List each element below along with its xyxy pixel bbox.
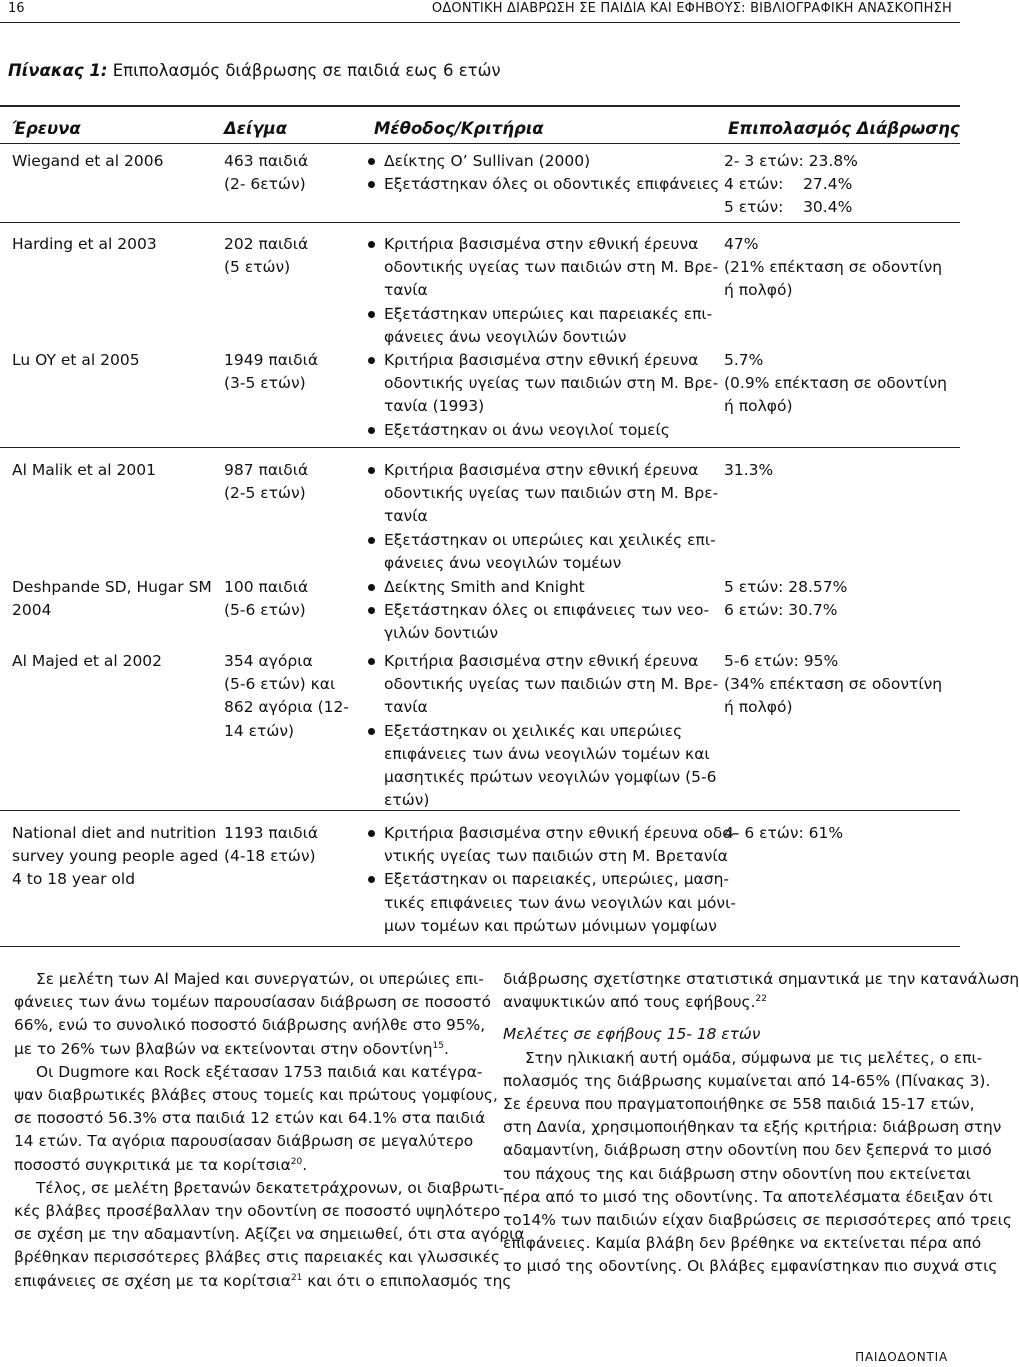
table-cell-study	[12, 349, 140, 372]
prevalence-line: ή πολφό)	[724, 698, 793, 717]
study-name-line: survey young people aged	[12, 847, 219, 866]
sample-line: 862 αγόρια (12-	[224, 698, 349, 717]
method-bullet: Κριτήρια βασισμένα στην εθνική έρευνα οδοντικής υγείας των παιδιών στη Μ. Βρε- τανία (1993)	[366, 349, 718, 419]
table-cell-method	[366, 349, 718, 442]
sample-line: 202 παιδιά	[224, 235, 309, 253]
table-cell-method	[366, 233, 718, 349]
table-cell-method	[366, 822, 737, 938]
table-cell-study	[12, 822, 218, 892]
body-text-line: Στην ηλικιακή αυτή ομάδα, σύμφωνα με τις μελέτες, ο επι-	[525, 1048, 983, 1067]
table-caption-text: Επιπολασμός διάβρωσης σε παιδιά εως 6 ετών	[112, 61, 501, 80]
reference-number: 20	[290, 1156, 303, 1167]
method-list	[366, 459, 718, 575]
table-cell-sample	[224, 150, 308, 196]
method-list	[366, 576, 709, 646]
study-name-line: Wiegand et al 2006	[12, 152, 164, 170]
body-text-line: ποσοστό συγκριτικά με τα κορίτσια$^{20}$.	[14, 1155, 308, 1174]
table-row-divider	[0, 447, 960, 448]
study-name-line: Deshpande SD, Hugar SM	[12, 578, 212, 596]
body-text-line: με το 26% των βλαβών να εκτείνονται στην οδοντίνη$^{15}$.	[14, 1039, 449, 1058]
body-text-line: του πάχους της και διάβρωση στην οδοντίνη που εκτείνεται	[503, 1164, 971, 1183]
table-bottom-rule	[0, 946, 960, 947]
sample-line: (2-5 ετών)	[224, 484, 306, 503]
table-cell-study	[12, 576, 212, 622]
body-text-fragment: και ότι ο επιπολασμός της	[302, 1271, 512, 1290]
page-header	[0, 0, 960, 20]
prevalence-line: 2- 3 ετών: 23.8%	[724, 152, 858, 170]
column-header-method: Μέθοδος/Κριτήρια	[374, 119, 544, 138]
sample-line: 987 παιδιά	[224, 461, 309, 479]
table-cell-method	[366, 459, 718, 575]
body-column-right	[503, 968, 1019, 1279]
table-caption	[8, 60, 501, 82]
table-cell-study	[12, 459, 156, 482]
study-name-line: National diet and nutrition	[12, 824, 217, 842]
sample-line: (5 ετών)	[224, 258, 291, 277]
section-subheading: Μελέτες σε εφήβους 15- 18 ετών	[503, 1025, 761, 1044]
column-header-prevalence: Επιπολασμός Διάβρωσης	[728, 119, 960, 138]
table-row-divider	[0, 810, 960, 811]
method-list	[366, 349, 718, 442]
prevalence-line: 47%	[724, 235, 759, 253]
body-text-line: το14% των παιδιών είχαν διαβρώσεις σε περισσότερες από τρεις	[503, 1211, 1012, 1230]
sample-line: 1193 παιδιά	[224, 824, 319, 842]
body-text-line: ψαν διαβρωτικές βλάβες στους τομείς και πρώτους γομφίους,	[14, 1086, 498, 1105]
study-name-line: Harding et al 2003	[12, 235, 157, 253]
method-bullet: Εξετάστηκαν οι χειλικές και υπερώιες επιφάνειες των άνω νεογιλών τομέων και μασητικές πρώτων νεογιλών γομφίων (5-6 ετών)	[366, 720, 718, 813]
method-list	[366, 650, 718, 812]
study-name-line: 2004	[12, 601, 52, 620]
prevalence-line: ή πολφό)	[724, 281, 793, 300]
body-text-line: σε σχέση με την αδαμαντίνη. Αξίζει να σημειωθεί, ότι στα αγόρια	[14, 1225, 525, 1244]
prevalence-line: 5-6 ετών: 95%	[724, 652, 839, 670]
prevalence-line: 5 ετών: 30.4%	[724, 198, 853, 217]
table-top-rule	[0, 105, 960, 107]
method-bullet: Κριτήρια βασισμένα στην εθνική έρευνα οδοντικής υγείας των παιδιών στη Μ. Βρε- τανία	[366, 650, 718, 720]
sample-line: (3-5 ετών)	[224, 374, 306, 393]
sample-line: 463 παιδιά	[224, 152, 309, 170]
prevalence-line: ή πολφό)	[724, 397, 793, 416]
prevalence-line: 4 ετών: 27.4%	[724, 175, 853, 194]
prevalence-line: 5 ετών: 28.57%	[724, 578, 848, 596]
body-text-line: Σε έρευνα που πραγματοποιήθηκε σε 558 παιδιά 15-17 ετών,	[503, 1095, 975, 1114]
column-header-study: Έρευνα	[12, 119, 81, 138]
body-text-line: 14 ετών. Τα αγόρια παρουσίασαν διάβρωση σε μεγαλύτερο	[14, 1132, 474, 1151]
method-list	[366, 822, 737, 938]
body-text-line: Οι Dugmore και Rock εξέτασαν 1753 παιδιά και κατέγρα-	[36, 1062, 483, 1081]
method-bullet: Εξετάστηκαν όλες οι επιφάνειες των νεο- γιλών δοντιών	[366, 599, 709, 645]
method-bullet: Εξετάστηκαν υπερώιες και παρειακές επι- φάνειες άνω νεογιλών δοντιών	[366, 303, 718, 349]
column-header-sample: Δείγμα	[224, 119, 288, 138]
table-cell-sample	[224, 576, 308, 622]
method-bullet: Εξετάστηκαν οι άνω νεογιλοί τομείς	[366, 419, 718, 442]
table-cell-study	[12, 150, 163, 173]
body-text-line: σε ποσοστό 56.3% στα παιδιά 12 ετών και 64.1% στα παιδιά	[14, 1109, 486, 1128]
body-text-line: Τέλος, σε μελέτη βρετανών δεκατετράχρονων, οι διαβρωτι-	[36, 1178, 505, 1197]
table-cell-study	[12, 650, 162, 673]
method-bullet: Κριτήρια βασισμένα στην εθνική έρευνα οδοντικής υγείας των παιδιών στη Μ. Βρε- τανία	[366, 233, 718, 303]
table-cell-prevalence	[724, 576, 847, 622]
body-text-line: βρέθηκαν περισσότερες βλάβες στις παρειακές και γλωσσικές	[14, 1248, 500, 1267]
method-list	[366, 233, 718, 349]
study-name-line: 4 to 18 year old	[12, 870, 136, 889]
sample-line: 100 παιδιά	[224, 578, 309, 596]
sample-line: 1949 παιδιά	[224, 351, 319, 369]
body-text-line: πέρα από το μισό της οδοντίνης. Τα αποτελέσματα έδειξαν ότι	[503, 1187, 993, 1206]
prevalence-line: (0.9% επέκταση σε οδοντίνη	[724, 374, 947, 393]
table-cell-sample	[224, 459, 308, 505]
table-cell-prevalence	[724, 650, 942, 720]
body-text-line: το μισό της οδοντίνης. Οι βλάβες εμφανίστηκαν πιο συχνά στις	[503, 1257, 998, 1276]
table-cell-sample	[224, 650, 349, 743]
reference-number: 22	[755, 994, 767, 1005]
method-bullet: Κριτήρια βασισμένα στην εθνική έρευνα οδο- ντικής υγείας των παιδιών στη Μ. Βρετανία	[366, 822, 737, 868]
prevalence-line: 31.3%	[724, 461, 774, 479]
header-divider	[0, 22, 960, 23]
body-text-line: κές βλάβες προσέβαλλαν την οδοντίνη σε ποσοστό υψηλότερο	[14, 1202, 501, 1221]
body-text-line: αδαμαντίνη, διάβρωση στην οδοντίνη που δεν ξεπερνά το μισό	[503, 1141, 992, 1160]
study-name-line: Lu OY et al 2005	[12, 351, 140, 369]
table-cell-prevalence	[724, 150, 858, 220]
journal-footer: ΠΑΙΔΟΔΟΝΤΙΑ	[855, 1350, 948, 1364]
table-cell-method	[366, 150, 719, 196]
body-text-line: φάνειες των άνω τομέων παρουσίασαν διάβρωση σε ποσοστό	[14, 993, 491, 1012]
method-bullet: Εξετάστηκαν οι παρειακές, υπερώιες, μαση- τικές επιφάνειες των άνω νεογιλών και μόνι- μων τομέων και πρώτων μόνιμων γομφίων	[366, 868, 737, 938]
sample-line: (5-6 ετών)	[224, 601, 306, 620]
table-cell-sample	[224, 822, 318, 868]
reference-number: 15	[432, 1040, 444, 1051]
method-bullet: Δείκτης O’ Sullivan (2000)	[366, 150, 719, 173]
table-cell-method	[366, 576, 709, 646]
table-header-divider	[0, 143, 960, 144]
running-title: ΟΔΟΝΤΙΚΗ ΔΙΑΒΡΩΣΗ ΣΕ ΠΑΙΔΙΑ ΚΑΙ ΕΦΗΒΟΥΣ: ΒΙΒΛΙΟΓΡΑΦΙΚΗ ΑΝΑΣΚΟΠΗΣΗ	[431, 1, 952, 16]
table-cell-sample	[224, 233, 308, 279]
sample-line: (2- 6ετών)	[224, 175, 306, 194]
prevalence-line: 5.7%	[724, 351, 764, 369]
body-text-line: επιφάνειες. Καμία βλάβη δεν βρέθηκε να εκτείνεται πέρα από	[503, 1234, 982, 1253]
sample-line: 354 αγόρια	[224, 652, 313, 670]
body-text-line: Σε μελέτη των Al Majed και συνεργατών, οι υπερώιες επι-	[36, 970, 484, 988]
body-text-line: 66%, ενώ το συνολικό ποσοστό διάβρωσης ανήλθε στο 95%,	[14, 1016, 486, 1035]
prevalence-line: 4- 6 ετών: 61%	[724, 824, 844, 842]
table-cell-method	[366, 650, 718, 812]
sample-line: (4-18 ετών)	[224, 847, 316, 866]
table-row-divider	[0, 222, 960, 223]
body-text-line: διάβρωσης σχετίστηκε στατιστικά σημαντικά με την κατανάλωση	[503, 970, 1019, 988]
study-name-line: Al Majed et al 2002	[12, 652, 163, 670]
body-text-line: αναψυκτικών από τους εφήβους.$^{22}$	[503, 993, 767, 1012]
sample-line: 14 ετών)	[224, 721, 295, 740]
prevalence-line: (21% επέκταση σε οδοντίνη	[724, 258, 943, 277]
table-cell-prevalence	[724, 233, 942, 303]
method-bullet: Δείκτης Smith and Knight	[366, 576, 709, 599]
prevalence-line: (34% επέκταση σε οδοντίνη	[724, 675, 943, 694]
body-text-line: επιφάνειες σε σχέση με τα κορίτσια$^{21}$ και ότι ο επιπολασμός της	[14, 1271, 512, 1290]
prevalence-line: 6 ετών: 30.7%	[724, 601, 838, 620]
study-name-line: Al Malik et al 2001	[12, 461, 156, 479]
sample-line: (5-6 ετών) και	[224, 675, 336, 694]
method-bullet: Κριτήρια βασισμένα στην εθνική έρευνα οδοντικής υγείας των παιδιών στη Μ. Βρε- τανία	[366, 459, 718, 529]
table-cell-prevalence	[724, 349, 947, 419]
table-caption-label: Πίνακας 1:	[8, 61, 108, 80]
page-number: 16	[8, 1, 25, 16]
body-column-left	[14, 968, 525, 1293]
table-cell-study	[12, 233, 157, 256]
body-text-line: στη Δανία, χρησιμοποιήθηκαν τα εξής κριτήρια: διάβρωση στην	[503, 1118, 1002, 1137]
method-bullet: Εξετάστηκαν οι υπερώιες και χειλικές επι- φάνειες άνω νεογιλών τομέων	[366, 529, 718, 575]
reference-number: 21	[290, 1272, 303, 1283]
method-bullet: Εξετάστηκαν όλες οι οδοντικές επιφάνειες	[366, 173, 719, 196]
body-text-line: πολασμός της διάβρωσης κυμαίνεται από 14-65% (Πίνακας 3).	[503, 1071, 991, 1090]
table-cell-sample	[224, 349, 318, 395]
table-cell-prevalence	[724, 822, 843, 845]
table-cell-prevalence	[724, 459, 773, 482]
method-list	[366, 150, 719, 196]
